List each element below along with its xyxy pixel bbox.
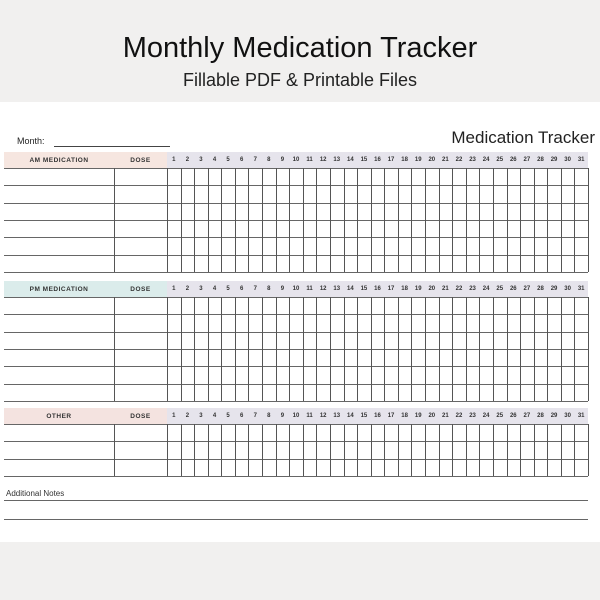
day-number: 16 <box>374 157 381 163</box>
day-number: 8 <box>267 286 271 292</box>
row-line <box>4 220 588 221</box>
subline: Fillable PDF & Printable Files <box>182 70 418 90</box>
column-line <box>276 424 277 476</box>
column-line <box>493 424 494 476</box>
day-number: 21 <box>442 413 449 419</box>
column-line <box>398 297 399 401</box>
row-line <box>4 185 588 186</box>
dose-label: DOSE <box>114 408 167 424</box>
day-number: 8 <box>267 157 271 163</box>
column-line <box>520 424 521 476</box>
row-line <box>4 297 588 298</box>
column-line <box>167 424 168 476</box>
column-line <box>371 424 372 476</box>
day-number: 18 <box>401 157 408 163</box>
column-line <box>235 424 236 476</box>
column-line <box>561 424 562 476</box>
day-number: 29 <box>550 413 558 419</box>
day-number: 6 <box>240 157 244 163</box>
column-line <box>466 168 467 272</box>
day-number: 17 <box>387 157 395 163</box>
day-number: 25 <box>496 413 504 419</box>
row-line <box>4 366 588 367</box>
column-line <box>194 168 195 272</box>
column-line <box>384 168 385 272</box>
column-line <box>114 297 115 401</box>
column-line <box>344 168 345 272</box>
day-number: 7 <box>253 157 257 163</box>
column-line <box>534 168 535 272</box>
section-2 <box>4 281 588 401</box>
day-number: 5 <box>226 157 230 163</box>
column-line <box>181 424 182 476</box>
column-line <box>303 168 304 272</box>
column-line <box>276 168 277 272</box>
tracker-sheet <box>0 102 600 542</box>
column-line <box>208 297 209 401</box>
day-number: 17 <box>387 286 395 292</box>
column-line <box>235 168 236 272</box>
column-line <box>248 168 249 272</box>
day-number: 25 <box>496 157 504 163</box>
column-line <box>303 297 304 401</box>
day-number: 22 <box>455 286 463 292</box>
day-number: 16 <box>374 286 381 292</box>
column-line <box>248 424 249 476</box>
column-line <box>507 424 508 476</box>
day-number: 13 <box>333 157 341 163</box>
row-line <box>4 332 588 333</box>
column-line <box>384 297 385 401</box>
column-line <box>534 297 535 401</box>
day-number: 8 <box>267 413 271 419</box>
column-line <box>439 424 440 476</box>
column-line <box>588 297 589 401</box>
day-number: 3 <box>199 157 203 163</box>
row-line <box>4 441 588 442</box>
column-line <box>262 297 263 401</box>
day-number: 20 <box>428 413 436 419</box>
day-number: 11 <box>306 413 313 419</box>
day-number: 10 <box>292 413 300 419</box>
column-line <box>289 297 290 401</box>
day-number: 2 <box>185 413 190 419</box>
day-number: 20 <box>428 157 436 163</box>
column-line <box>574 424 575 476</box>
column-line <box>479 297 480 401</box>
column-line <box>167 297 168 401</box>
column-line <box>262 168 263 272</box>
column-line <box>248 297 249 401</box>
day-number: 25 <box>496 286 504 292</box>
column-line <box>561 297 562 401</box>
notes-label: Additional Notes <box>6 489 65 498</box>
day-number: 7 <box>253 413 257 419</box>
column-line <box>574 168 575 272</box>
day-number: 27 <box>523 157 531 163</box>
column-line <box>479 424 480 476</box>
column-line <box>425 297 426 401</box>
notes-line[interactable] <box>4 500 588 501</box>
row-line <box>4 314 588 315</box>
day-number: 1 <box>172 157 176 163</box>
day-number: 10 <box>292 286 300 292</box>
column-line <box>507 168 508 272</box>
row-line <box>4 168 588 169</box>
sheet-title: Medication Tracker <box>451 128 595 147</box>
day-number: 2 <box>185 286 190 292</box>
section-label: PM MEDICATION <box>4 281 114 297</box>
row-line <box>4 255 588 256</box>
day-number: 28 <box>537 286 544 292</box>
tracker-grid[interactable] <box>4 424 588 476</box>
day-number: 22 <box>455 157 463 163</box>
section-3 <box>4 408 588 476</box>
day-number: 12 <box>319 413 327 419</box>
column-line <box>452 297 453 401</box>
column-line <box>181 297 182 401</box>
day-number: 12 <box>319 157 327 163</box>
day-number: 30 <box>564 157 571 163</box>
day-number: 27 <box>523 413 531 419</box>
section-1 <box>4 152 588 272</box>
column-line <box>344 424 345 476</box>
column-line <box>330 424 331 476</box>
column-line <box>425 424 426 476</box>
day-number: 2 <box>185 157 190 163</box>
day-number: 19 <box>414 157 422 163</box>
day-number: 26 <box>509 157 517 163</box>
column-line <box>466 297 467 401</box>
column-line <box>357 168 358 272</box>
day-number: 31 <box>577 157 585 163</box>
column-line <box>534 424 535 476</box>
row-line <box>4 237 588 238</box>
column-line <box>114 424 115 476</box>
column-line <box>493 168 494 272</box>
column-line <box>289 168 290 272</box>
day-number: 1 <box>172 286 176 292</box>
day-number: 5 <box>226 413 230 419</box>
day-number: 29 <box>550 286 558 292</box>
day-number: 15 <box>360 286 368 292</box>
day-number: 23 <box>469 157 476 163</box>
day-number: 16 <box>374 413 381 419</box>
day-number: 12 <box>319 286 327 292</box>
column-line <box>547 297 548 401</box>
day-number: 24 <box>482 286 490 292</box>
day-number: 28 <box>537 413 544 419</box>
day-number: 18 <box>401 286 408 292</box>
column-line <box>439 297 440 401</box>
column-line <box>235 297 236 401</box>
dose-label: DOSE <box>114 152 167 168</box>
column-line <box>411 168 412 272</box>
day-number: 19 <box>414 413 422 419</box>
headline: Monthly Medication Tracker <box>122 32 478 64</box>
column-line <box>479 168 480 272</box>
column-line <box>316 297 317 401</box>
day-number: 28 <box>537 157 544 163</box>
day-number: 14 <box>346 157 354 163</box>
day-number: 3 <box>199 286 203 292</box>
day-number: 30 <box>564 413 571 419</box>
day-number: 11 <box>306 157 313 163</box>
day-number: 27 <box>523 286 531 292</box>
dose-label: DOSE <box>114 281 167 297</box>
day-number: 9 <box>280 413 285 419</box>
day-number: 30 <box>564 286 571 292</box>
day-number: 7 <box>253 286 257 292</box>
day-number: 22 <box>455 413 463 419</box>
day-number: 10 <box>292 157 300 163</box>
day-number: 11 <box>306 286 313 292</box>
column-line <box>167 168 168 272</box>
column-line <box>221 297 222 401</box>
day-number: 21 <box>442 157 449 163</box>
column-line <box>411 297 412 401</box>
notes-line[interactable] <box>4 519 588 520</box>
column-line <box>357 424 358 476</box>
day-number: 21 <box>442 286 449 292</box>
column-line <box>330 297 331 401</box>
column-line <box>357 297 358 401</box>
column-line <box>181 168 182 272</box>
row-line <box>4 272 588 273</box>
day-number: 14 <box>346 413 354 419</box>
day-number: 9 <box>280 286 285 292</box>
column-line <box>384 424 385 476</box>
day-number: 4 <box>212 286 217 292</box>
row-line <box>4 476 588 477</box>
day-number: 15 <box>360 157 368 163</box>
day-number: 20 <box>428 286 436 292</box>
section-label: OTHER <box>4 408 114 424</box>
column-line <box>411 424 412 476</box>
row-line <box>4 459 588 460</box>
day-number: 5 <box>226 286 230 292</box>
day-number: 13 <box>333 413 341 419</box>
day-number: 4 <box>212 413 217 419</box>
day-number: 31 <box>577 286 585 292</box>
column-line <box>316 424 317 476</box>
column-line <box>221 168 222 272</box>
day-number: 14 <box>346 286 354 292</box>
column-line <box>547 424 548 476</box>
column-line <box>588 168 589 272</box>
day-number: 26 <box>509 286 517 292</box>
day-number: 17 <box>387 413 395 419</box>
column-line <box>344 297 345 401</box>
column-line <box>520 297 521 401</box>
day-number: 6 <box>240 413 244 419</box>
column-line <box>547 168 548 272</box>
tracker-grid[interactable] <box>4 168 588 272</box>
row-line <box>4 203 588 204</box>
day-number: 24 <box>482 157 490 163</box>
month-input-line[interactable] <box>54 146 170 147</box>
day-number: 29 <box>550 157 558 163</box>
row-line <box>4 401 588 402</box>
column-line <box>398 424 399 476</box>
day-number: 4 <box>212 157 217 163</box>
column-line <box>520 168 521 272</box>
column-line <box>452 168 453 272</box>
day-number: 31 <box>577 413 585 419</box>
day-number: 13 <box>333 286 341 292</box>
day-number: 6 <box>240 286 244 292</box>
day-number: 23 <box>469 286 476 292</box>
column-line <box>114 168 115 272</box>
day-number: 24 <box>482 413 490 419</box>
column-line <box>194 424 195 476</box>
day-number: 23 <box>469 413 476 419</box>
column-line <box>466 424 467 476</box>
day-number: 18 <box>401 413 408 419</box>
day-number: 1 <box>172 413 176 419</box>
column-line <box>330 168 331 272</box>
column-line <box>452 424 453 476</box>
column-line <box>493 297 494 401</box>
column-line <box>371 168 372 272</box>
column-line <box>561 168 562 272</box>
column-line <box>398 168 399 272</box>
column-line <box>574 297 575 401</box>
day-number: 19 <box>414 286 422 292</box>
column-line <box>588 424 589 476</box>
column-line <box>208 168 209 272</box>
column-line <box>194 297 195 401</box>
column-line <box>303 424 304 476</box>
month-label: Month: <box>17 136 45 146</box>
column-line <box>439 168 440 272</box>
row-line <box>4 424 588 425</box>
column-line <box>289 424 290 476</box>
day-number: 26 <box>509 413 517 419</box>
column-line <box>276 297 277 401</box>
column-line <box>316 168 317 272</box>
column-line <box>371 297 372 401</box>
row-line <box>4 349 588 350</box>
column-line <box>425 168 426 272</box>
column-line <box>208 424 209 476</box>
day-number: 9 <box>280 157 285 163</box>
column-line <box>221 424 222 476</box>
day-number: 3 <box>199 413 203 419</box>
column-line <box>507 297 508 401</box>
section-label: AM MEDICATION <box>4 152 114 168</box>
row-line <box>4 384 588 385</box>
day-number: 15 <box>360 413 368 419</box>
tracker-grid[interactable] <box>4 297 588 401</box>
column-line <box>262 424 263 476</box>
